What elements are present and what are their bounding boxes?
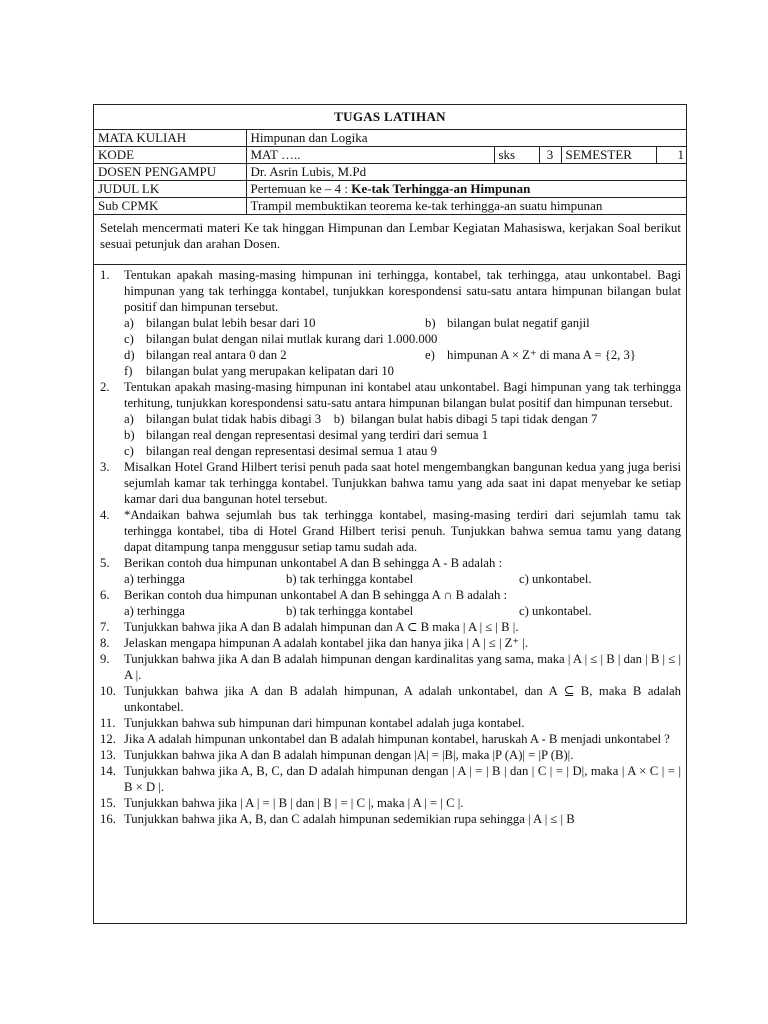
- cpmk-value: Trampil membuktikan teorema ke-tak terhingga-an suatu himpunan: [246, 198, 687, 215]
- q1-option-e: e) himpunan A × Z⁺ di mana A = {2, 3}: [425, 348, 636, 362]
- question-7: 7. Tunjukkan bahwa jika A dan B adalah himpunan dan A ⊂ B maka | A | ≤ | B |.: [100, 620, 519, 634]
- q2-option-a: a) bilangan bulat tidak habis dibagi 3 b) bilangan bulat habis dibagi 5 tapi tidak dengan 7: [124, 412, 598, 426]
- q5-options: [100, 571, 681, 587]
- judul-value: [246, 181, 687, 198]
- sks-label: sks: [494, 147, 539, 164]
- row-mata-kuliah: [94, 130, 687, 147]
- question-number: 1.: [100, 268, 110, 282]
- q1-option-a: a) bilangan bulat lebih besar dari 10: [124, 316, 316, 330]
- question-6: 6. Berikan contoh dua himpunan unkontabel A dan B sehingga A ∩ B adalah :: [100, 588, 508, 602]
- q6-option-c: c) unkontabel.: [519, 604, 592, 618]
- row-kode: [94, 147, 687, 164]
- dosen-value: Dr. Asrin Lubis, M.Pd: [246, 164, 687, 181]
- kode-value: MAT …..: [246, 147, 494, 164]
- intro-instructions: Setelah mencermati materi Ke tak hinggan Himpunan dan Lembar Kegiatan Mahasiswa, kerjakan Soal berikut sesuai petunjuk dan arahan Dosen.: [94, 215, 686, 265]
- q2-option-c: c) bilangan real dengan representasi desimal semua 1 atau 9: [124, 444, 437, 458]
- q1-option-d: d) bilangan real antara 0 dan 2: [124, 348, 287, 362]
- sheet-title: TUGAS LATIHAN: [94, 105, 686, 130]
- question-1: [100, 267, 681, 315]
- q6-option-a: a) terhingga: [124, 604, 185, 618]
- semester-value: 1: [656, 147, 687, 164]
- question-8: 8. Jelaskan mengapa himpunan A adalah kontabel jika dan hanya jika | A | ≤ | Z⁺ |.: [100, 636, 528, 650]
- q5-option-a: a) terhingga: [124, 572, 185, 586]
- judul-label: JUDUL LK: [94, 181, 246, 198]
- kode-label: KODE: [94, 147, 246, 164]
- question-15: 15. Tunjukkan bahwa jika | A | = | B | dan | B | = | C |, maka | A | = | C |.: [100, 796, 464, 810]
- question-5: 5. Berikan contoh dua himpunan unkontabel A dan B sehingga A - B adalah :: [100, 556, 503, 570]
- question-3: 3. Misalkan Hotel Grand Hilbert terisi penuh pada saat hotel mengembangkan bangunan kedua yang juga berisi sejumlah kamar tak terhingga kontabel. Tunjukkan bahwa tamu yang ada saat ini dapat menyebar ke setiap kamar dari dua bangunan hotel tersebut.: [100, 460, 681, 506]
- q1-option-b: b) bilangan bulat negatif ganjil: [425, 316, 590, 330]
- question-text: Tentukan apakah masing-masing himpunan ini terhingga, kontabel, tak terhingga, atau unkontabel. Bagi himpunan yang tak terhingga kontabel, tunjukkan korespondensi satu-satu antara himpunan bilangan bulat positif dan himpunan tersebut.: [124, 268, 681, 314]
- dosen-label: DOSEN PENGAMPU: [94, 164, 246, 181]
- q6-options: [100, 603, 681, 619]
- q6-option-b: b) tak terhingga kontabel: [286, 604, 414, 618]
- question-list: [94, 265, 686, 827]
- row-cpmk: [94, 198, 687, 215]
- q1-options-ab: [100, 315, 681, 331]
- judul-title: Ke-tak Terhingga-an Himpunan: [351, 181, 531, 196]
- question-16: 16. Tunjukkan bahwa jika A, B, dan C adalah himpunan sedemikian rupa sehingga | A | ≤ | B: [100, 812, 575, 826]
- mata-kuliah-value: Himpunan dan Logika: [246, 130, 687, 147]
- question-12: 12. Jika A adalah himpunan unkontabel dan B adalah himpunan kontabel, haruskah A - B menjadi unkontabel ?: [100, 732, 670, 746]
- semester-label: SEMESTER: [561, 147, 656, 164]
- question-13: 13. Tunjukkan bahwa jika A dan B adalah himpunan dengan |A| = |B|, maka |P (A)| = |P (B)|.: [100, 748, 574, 762]
- q1-option-f: f) bilangan bulat yang merupakan kelipatan dari 10: [124, 364, 395, 378]
- course-info-table: [94, 130, 687, 215]
- mata-kuliah-label: MATA KULIAH: [94, 130, 246, 147]
- q5-option-c: c) unkontabel.: [519, 572, 592, 586]
- cpmk-label: Sub CPMK: [94, 198, 246, 215]
- question-2: 2. Tentukan apakah masing-masing himpunan ini kontabel atau unkontabel. Bagi himpunan yang tak terhingga terhitung, tunjukkan korespondensi satu-satu antara himpunan bilangan bulat positif dan himpunan tersebut.: [100, 380, 681, 410]
- q2-option-b: b) bilangan real dengan representasi desimal yang terdiri dari semua 1: [124, 428, 489, 442]
- row-dosen: [94, 164, 687, 181]
- q5-option-b: b) tak terhingga kontabel: [286, 572, 414, 586]
- question-9: 9. Tunjukkan bahwa jika A dan B adalah himpunan dengan kardinalitas yang sama, maka | A | ≤ | B | dan | B | ≤ | A |.: [100, 652, 681, 682]
- question-11: 11. Tunjukkan bahwa sub himpunan dari himpunan kontabel adalah juga kontabel.: [100, 716, 525, 730]
- judul-prefix: Pertemuan ke – 4 :: [250, 181, 352, 196]
- q1-options-de: [100, 347, 681, 363]
- q1-option-c: c) bilangan bulat dengan nilai mutlak kurang dari 1.000.000: [124, 332, 438, 346]
- question-4: 4. *Andaikan bahwa sejumlah bus tak terhingga kontabel, masing-masing terdiri dari sejumlah tamu tak terhingga kontabel, tiba di Hotel Grand Hilbert terisi penuh. Tunjukkan bahwa semua tamu yang datang dapat ditampung tanpa menggusur setiap tamu sudah ada.: [100, 508, 681, 554]
- row-judul: [94, 181, 687, 198]
- question-10: 10. Tunjukkan bahwa jika A dan B adalah himpunan, A adalah unkontabel, dan A ⊆ B, maka B adalah unkontabel.: [100, 684, 681, 714]
- task-sheet: [93, 104, 687, 924]
- sks-value: 3: [539, 147, 561, 164]
- question-14: 14. Tunjukkan bahwa jika A, B, C, dan D adalah himpunan dengan | A | = | B | dan | C | = | D|, maka | A × C | = | B × D |.: [100, 764, 681, 794]
